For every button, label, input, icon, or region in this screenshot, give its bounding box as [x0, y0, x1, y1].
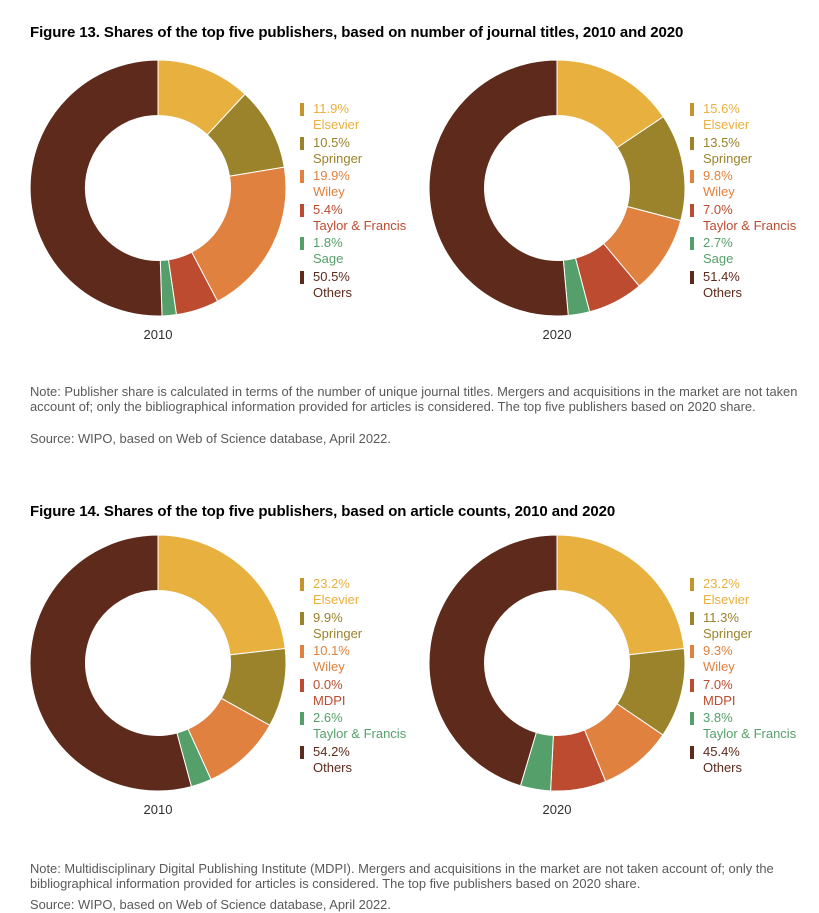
legend-percentage: 15.6% — [703, 101, 740, 116]
legend-item-others — [300, 744, 430, 776]
legend-item-sage — [690, 235, 819, 267]
legend-percentage: 1.8% — [313, 235, 343, 250]
legend-swatch-icon — [300, 170, 304, 183]
legend-label: Sage — [703, 251, 734, 266]
legend-label: Others — [313, 284, 353, 300]
legend-label: Taylor & Francis — [703, 726, 797, 741]
legend-item-elsevier — [690, 101, 819, 133]
legend-label: Springer — [703, 150, 753, 166]
legend-swatch-icon — [300, 204, 304, 217]
legend-swatch-icon — [300, 578, 304, 591]
legend-percentage: 2.6% — [313, 710, 343, 725]
legend-item-taylor-francis — [690, 202, 819, 234]
legend-swatch-icon — [300, 103, 304, 116]
legend-percentage: 13.5% — [703, 134, 740, 150]
legend-swatch-icon — [300, 137, 304, 150]
legend-label: Elsevier — [313, 592, 360, 607]
legend-swatch-icon — [300, 612, 304, 625]
legend-item-elsevier — [300, 576, 430, 608]
legend-item-wiley — [690, 168, 819, 200]
figure-14-title: Figure 14. Shares of the top five publishers, based on article counts, 2010 and 2020 — [30, 503, 616, 521]
legend-label: Elsevier — [703, 592, 750, 607]
legend-item-mdpi — [300, 677, 430, 709]
legend-label: MDPI — [703, 692, 736, 708]
legend-item-taylor-francis — [690, 710, 819, 742]
legend-label: Taylor & Francis — [703, 217, 797, 233]
legend-swatch-icon — [300, 237, 304, 250]
year-label-figure14-2010: 2010 — [143, 802, 173, 817]
legend-percentage: 9.8% — [703, 168, 733, 183]
legend-label: Wiley — [313, 659, 345, 674]
legend-percentage: 51.4% — [703, 268, 740, 284]
legend-item-springer — [690, 610, 819, 642]
legend-item-springer — [300, 135, 430, 167]
donut-figure14-2020-svg — [428, 534, 686, 792]
legend-label: Wiley — [313, 184, 345, 199]
legend-percentage: 50.5% — [313, 268, 350, 284]
legend-swatch-icon — [300, 645, 304, 658]
donut-slice-elsevier — [158, 535, 285, 655]
legend-label: Taylor & Francis — [313, 726, 407, 741]
legend-swatch-icon — [690, 137, 694, 150]
legend-label: Elsevier — [703, 117, 750, 132]
legend-label: Others — [703, 759, 743, 775]
legend-swatch-icon — [690, 679, 694, 692]
legend-swatch-icon — [690, 612, 694, 625]
legend-swatch-icon — [300, 712, 304, 725]
legend-percentage: 3.8% — [703, 710, 733, 725]
legend-percentage: 23.2% — [703, 576, 740, 591]
legend-swatch-icon — [690, 103, 694, 116]
donut-slice-others — [429, 60, 568, 316]
legend-figure13-2010 — [300, 101, 430, 302]
legend-figure14-2010 — [300, 576, 430, 777]
donut-figure13-2010-svg — [29, 59, 287, 317]
legend-item-wiley — [690, 643, 819, 675]
legend-item-others — [300, 269, 430, 301]
year-label-figure13-2020: 2020 — [542, 327, 572, 342]
legend-percentage: 19.9% — [313, 168, 350, 183]
legend-percentage: 54.2% — [313, 743, 350, 759]
donut-chart-figure14-2010 — [29, 534, 287, 792]
legend-item-springer — [690, 135, 819, 167]
legend-percentage: 10.5% — [313, 134, 350, 150]
donut-figure13-2020-svg — [428, 59, 686, 317]
donut-figure14-2010-svg — [29, 534, 287, 792]
legend-label: Taylor & Francis — [313, 217, 407, 233]
legend-label: MDPI — [313, 692, 346, 708]
legend-swatch-icon — [300, 679, 304, 692]
figure-14-source: Source: WIPO, based on Web of Science database, April 2022. — [30, 896, 391, 912]
legend-item-springer — [300, 610, 430, 642]
donut-chart-figure13-2010 — [29, 59, 287, 317]
legend-swatch-icon — [690, 237, 694, 250]
legend-swatch-icon — [300, 746, 304, 759]
legend-swatch-icon — [300, 271, 304, 284]
legend-percentage: 45.4% — [703, 743, 740, 759]
legend-percentage: 10.1% — [313, 643, 350, 658]
legend-swatch-icon — [690, 645, 694, 658]
donut-slice-elsevier — [557, 535, 684, 655]
legend-item-taylor-francis — [300, 710, 430, 742]
figure-13-note: Note: Publisher share is calculated in terms of the number of unique journal titles. Mergers and acquisitions in the market are not taken account of; only the bibliographical information provided for articles is considered. The top five publishers based on 2020 share. — [30, 383, 798, 414]
donut-slice-others — [30, 60, 162, 316]
legend-item-wiley — [300, 643, 430, 675]
legend-percentage: 11.9% — [313, 101, 349, 116]
legend-figure13-2020 — [690, 101, 819, 302]
legend-percentage: 0.0% — [313, 676, 343, 692]
legend-percentage: 7.0% — [703, 201, 733, 217]
legend-label: Wiley — [703, 184, 735, 199]
figure-14-note: Note: Multidisciplinary Digital Publishing Institute (MDPI). Mergers and acquisitions in the market are not taken account of; only the bibliographical information provided for articles is considered. The top five publishers based on 2020 share. — [30, 860, 774, 891]
legend-item-others — [690, 269, 819, 301]
legend-label: Springer — [313, 150, 363, 166]
legend-label: Sage — [313, 251, 344, 266]
legend-label: Springer — [703, 625, 753, 641]
legend-label: Others — [703, 284, 743, 300]
legend-percentage: 11.3% — [703, 609, 739, 625]
legend-swatch-icon — [690, 578, 694, 591]
legend-label: Others — [313, 759, 353, 775]
donut-chart-figure14-2020 — [428, 534, 686, 792]
legend-swatch-icon — [690, 712, 694, 725]
legend-swatch-icon — [690, 170, 694, 183]
legend-label: Elsevier — [313, 117, 360, 132]
legend-percentage: 23.2% — [313, 576, 350, 591]
legend-swatch-icon — [690, 746, 694, 759]
year-label-figure14-2020: 2020 — [542, 802, 572, 817]
figure-13-title: Figure 13. Shares of the top five publishers, based on number of journal titles, 2010 and 2020 — [30, 24, 684, 42]
legend-item-wiley — [300, 168, 430, 200]
legend-swatch-icon — [690, 271, 694, 284]
legend-percentage: 9.3% — [703, 643, 733, 658]
donut-chart-figure13-2020 — [428, 59, 686, 317]
legend-percentage: 7.0% — [703, 676, 733, 692]
legend-label: Springer — [313, 625, 363, 641]
legend-item-sage — [300, 235, 430, 267]
legend-percentage: 5.4% — [313, 201, 343, 217]
legend-item-others — [690, 744, 819, 776]
legend-label: Wiley — [703, 659, 735, 674]
year-label-figure13-2010: 2010 — [143, 327, 173, 342]
legend-item-taylor-francis — [300, 202, 430, 234]
legend-figure14-2020 — [690, 576, 819, 777]
legend-item-mdpi — [690, 677, 819, 709]
legend-swatch-icon — [690, 204, 694, 217]
legend-percentage: 2.7% — [703, 235, 733, 250]
legend-percentage: 9.9% — [313, 609, 343, 625]
legend-item-elsevier — [300, 101, 430, 133]
figure-13-source: Source: WIPO, based on Web of Science database, April 2022. — [30, 430, 391, 446]
legend-item-elsevier — [690, 576, 819, 608]
